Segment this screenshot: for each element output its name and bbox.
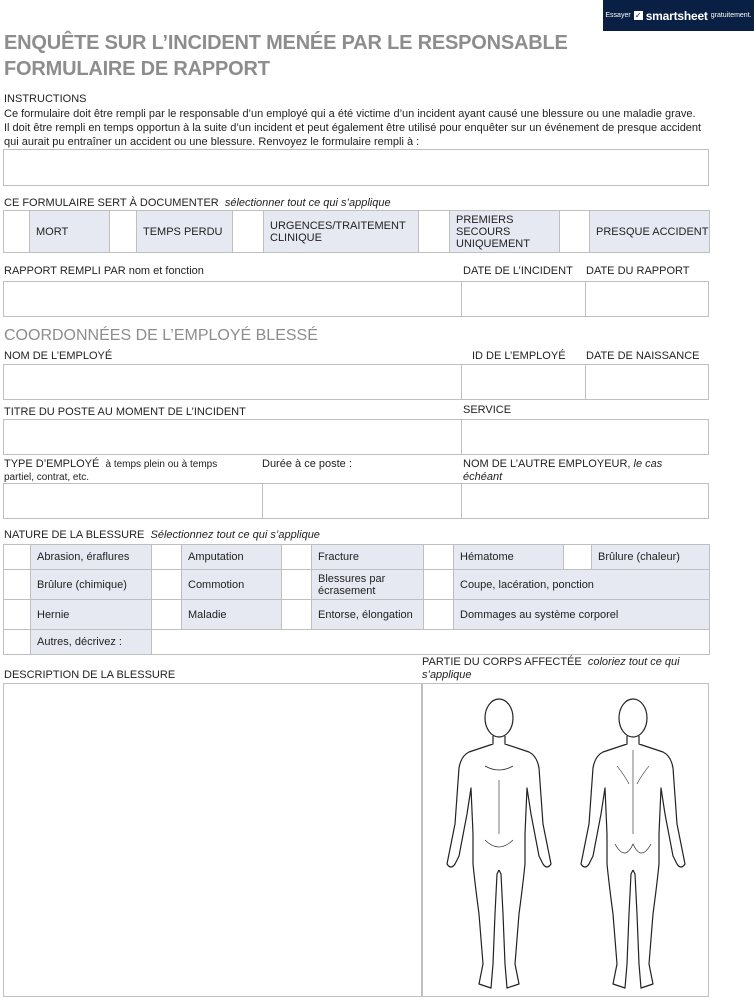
injury-heading: NATURE DE LA BLESSURE Sélectionnez tout ce qui s’applique <box>4 529 320 541</box>
instructions-heading: INSTRUCTIONS <box>4 93 87 105</box>
checkbox-presque-accident[interactable] <box>560 211 590 253</box>
body-part-label: PARTIE DU CORPS AFFECTÉE coloriez tout ce qui <box>422 656 680 668</box>
filled-by-label: RAPPORT REMPLI PAR nom et fonction <box>4 265 204 277</box>
other-employer-field[interactable] <box>461 483 709 519</box>
injury-hint: Sélectionnez tout ce qui s’applique <box>150 529 320 541</box>
employee-type-hint: partiel, contrat, etc. <box>4 472 90 483</box>
birth-date-field[interactable] <box>585 364 709 400</box>
incident-date-field[interactable] <box>461 281 586 317</box>
checkbox-dommages[interactable] <box>424 600 454 630</box>
injury-options-table <box>3 544 710 655</box>
option-abrasion: Abrasion, éraflures <box>31 545 152 570</box>
instructions-text: Ce formulaire doit être rempli par le responsable d’un employé qui a été victime d’un incident ayant causé une blessure ou une maladie grave. Il doit être rempli en temps opportun à la suite d’un incident et peut également être utilisé pour enquêter sur un événement de presque accident qui aurait pu entraîner un accident ou une blessure. Renvoyez le formulaire rempli à : <box>4 108 702 148</box>
option-temps-perdu: TEMPS PERDU <box>137 211 233 253</box>
title-line-2: FORMULAIRE DE RAPPORT <box>4 58 270 80</box>
option-entorse: Entorse, élongation <box>312 600 424 630</box>
birth-date-label: DATE DE NAISSANCE <box>586 350 700 362</box>
smartsheet-logo: smartsheet <box>645 8 708 23</box>
option-amputation: Amputation <box>182 545 282 570</box>
option-dommages: Dommages au système corporel <box>454 600 710 630</box>
employee-id-field[interactable] <box>461 364 586 400</box>
option-autres: Autres, décrivez : <box>31 630 152 655</box>
option-commotion: Commotion <box>182 570 282 600</box>
job-title-label: TITRE DU POSTE AU MOMENT DE L’INCIDENT <box>4 406 246 418</box>
option-brulure-chimique: Brûlure (chimique) <box>31 570 152 600</box>
employee-section-title: COORDONNÉES DE L’EMPLOYÉ BLESSÉ <box>4 327 318 344</box>
report-date-field[interactable] <box>585 281 709 317</box>
option-presque-accident: PRESQUE ACCIDENT <box>590 211 710 253</box>
injury-description-field[interactable] <box>3 683 422 997</box>
checkbox-urgences[interactable] <box>233 211 264 253</box>
checkbox-temps-perdu[interactable] <box>110 211 137 253</box>
checkbox-autres[interactable] <box>4 630 31 655</box>
option-fracture: Fracture <box>312 545 424 570</box>
body-diagram[interactable] <box>422 683 709 997</box>
option-coupe: Coupe, lacération, ponction <box>454 570 710 600</box>
checkbox-ecrasement[interactable] <box>282 570 312 600</box>
checkbox-hernie[interactable] <box>4 600 31 630</box>
checkbox-maladie[interactable] <box>152 600 182 630</box>
checkbox-premiers-secours[interactable] <box>419 211 450 253</box>
service-field[interactable] <box>461 419 709 455</box>
option-maladie: Maladie <box>182 600 282 630</box>
banner-post-text: gratuitement. <box>710 12 752 19</box>
documents-hint: sélectionner tout ce qui s’applique <box>224 197 391 209</box>
checkbox-abrasion[interactable] <box>4 545 31 570</box>
option-hernie: Hernie <box>31 600 152 630</box>
employee-id-label: ID DE L’EMPLOYÉ <box>472 350 566 362</box>
title-line-1: ENQUÊTE SUR L’INCIDENT MENÉE PAR LE RESPONSABLE <box>4 32 568 54</box>
employee-type-field[interactable] <box>3 483 263 519</box>
other-employer-hint: échéant <box>463 471 503 483</box>
employee-name-label: NOM DE L’EMPLOYÉ <box>4 350 113 362</box>
service-label: SERVICE <box>463 404 512 416</box>
report-date-label: DATE DU RAPPORT <box>586 265 690 277</box>
checkbox-commotion[interactable] <box>152 570 182 600</box>
autres-describe-field[interactable] <box>152 630 710 655</box>
checkbox-amputation[interactable] <box>152 545 182 570</box>
option-urgences: URGENCES/TRAITEMENT CLINIQUE <box>264 211 419 253</box>
employee-name-field[interactable] <box>3 364 462 400</box>
checkbox-brulure-chimique[interactable] <box>4 570 31 600</box>
checkbox-brulure-chaleur[interactable] <box>564 545 592 570</box>
duration-field[interactable] <box>262 483 462 519</box>
page-title <box>4 30 604 82</box>
option-premiers-secours: PREMIERS SECOURS UNIQUEMENT <box>450 211 560 253</box>
checkbox-hematome[interactable] <box>424 545 454 570</box>
incident-date-label: DATE DE L’INCIDENT <box>463 265 573 277</box>
injury-description-label: DESCRIPTION DE LA BLESSURE <box>4 669 176 681</box>
checkbox-fracture[interactable] <box>282 545 312 570</box>
checkbox-coupe[interactable] <box>424 570 454 600</box>
checkbox-mort[interactable] <box>4 211 30 253</box>
body-outline-icon <box>423 684 708 996</box>
option-ecrasement: Blessures par écrasement <box>312 570 424 600</box>
documents-heading: CE FORMULAIRE SERT À DOCUMENTER sélectionner tout ce qui s’applique <box>4 197 391 209</box>
banner-pre-text: Essayer <box>605 12 631 19</box>
employee-type-label: TYPE D’EMPLOYÉ à temps plein ou à temps <box>4 458 218 470</box>
checkbox-entorse[interactable] <box>282 600 312 630</box>
documents-options-table <box>3 210 710 253</box>
option-brulure-chaleur: Brûlure (chaleur) <box>592 545 710 570</box>
other-employer-label: NOM DE L’AUTRE EMPLOYEUR, le cas <box>463 458 663 470</box>
checkmark-icon: ✓ <box>634 11 642 20</box>
duration-label: Durée à ce poste : <box>262 458 352 470</box>
job-title-field[interactable] <box>3 419 462 455</box>
smartsheet-banner[interactable] <box>603 0 754 31</box>
body-part-hint: s’applique <box>422 669 472 681</box>
option-hematome: Hématome <box>454 545 564 570</box>
filled-by-field[interactable] <box>3 281 462 317</box>
return-address-field[interactable] <box>3 149 709 186</box>
option-mort: MORT <box>30 211 110 253</box>
